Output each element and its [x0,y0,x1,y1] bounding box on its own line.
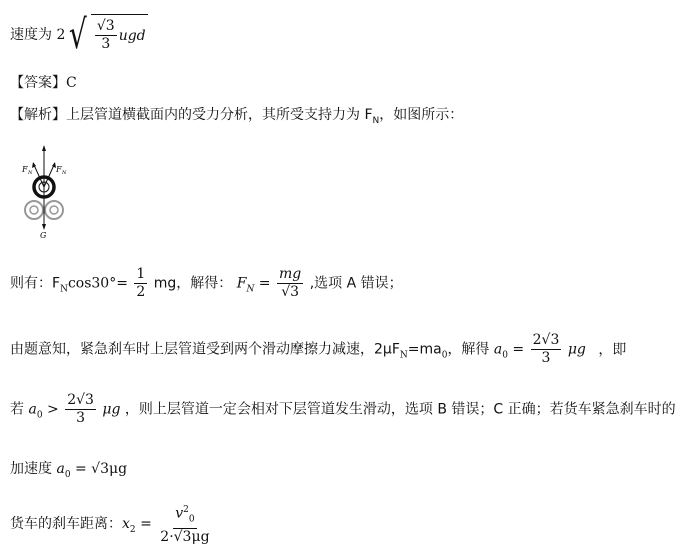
force-diagram [14,140,78,240]
speed-tail: ugd [118,27,146,44]
svg-text:N: N [28,170,33,176]
speed-radical: √ $\frac{√3}{3}$ ugd [69,12,146,58]
speed-coef: 2 [56,27,66,43]
answer-label: 【答案】 [10,75,66,91]
speed-prefix: 速度为 [10,27,52,43]
g-label: G [40,231,47,240]
analysis-line [10,104,463,126]
lower-pipe-right [45,201,63,219]
analysis-sub: N [372,115,380,126]
fn-right-label: F [56,165,62,174]
analysis-text2: ，如图所示： [379,107,464,123]
speed-frac-den: 3 [101,36,111,52]
speed-frac-num: √3 [96,18,115,34]
eq4-line: 加速度 $a_0 = √3\mu g$ [10,461,128,480]
eq1-line: 则有：$F_N\cos 30^\circ=$ $\frac{1}{2}$ mg，解得： $F_N$ = $\frac{mg}{√3}$ ,选项 A 错误； [10,266,403,300]
answer-line [10,72,77,92]
fn-left-label: F [22,165,28,174]
eq1-prefix: 则有：F [10,275,61,292]
analysis-text: 上层管道横截面内的受力分析，其所受支持力为 F [66,107,373,123]
eq2-line: 由题意知，紧急刹车时上层管道受到两个滑动摩擦力减速，$2\mu F_N=ma_0$，解得 $a_0$ = $\frac{2√3}{3}$ μg ，即 [10,332,627,366]
eq5-line: 货车的刹车距离：$x_2$ = $\frac{v^2_0}{2\cdot√3\mu g}$ [10,502,214,546]
answer-value: C [66,75,77,91]
eq3-line: 若 $a_0$ > $\frac{2√3}{3}$ μg ，则上层管道一定会相对下层管道发生滑动，选项 B 错误；C 正确；若货车紧急刹车时的 [10,392,676,426]
lower-pipe-left [25,201,43,219]
svg-text:N: N [62,170,67,176]
analysis-label: 【解析】 [10,107,66,123]
speed-line [10,14,148,56]
